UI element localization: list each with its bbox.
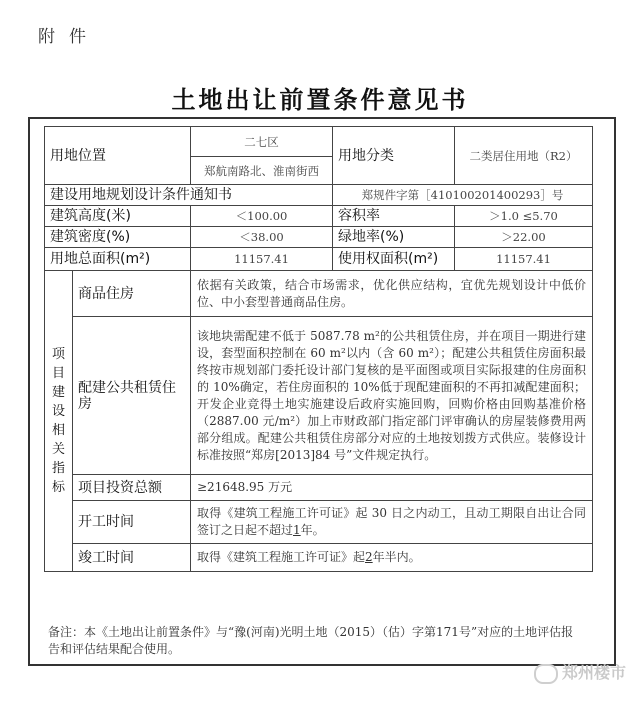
table-row bbox=[45, 544, 593, 572]
finish-text bbox=[191, 544, 593, 572]
land-class-label: 用地分类 bbox=[333, 127, 455, 185]
height-label: 建筑高度(米) bbox=[45, 206, 191, 227]
notice-label: 建设用地规划设计条件通知书 bbox=[45, 185, 333, 206]
finish-label: 竣工时间 bbox=[73, 544, 191, 572]
table-row bbox=[45, 227, 593, 248]
far-value: ＞1.0 ≤5.70 bbox=[455, 206, 593, 227]
land-class-value: 二类居住用地（R2） bbox=[455, 127, 593, 185]
density-value: ＜38.00 bbox=[191, 227, 333, 248]
finish-years: 2 bbox=[365, 550, 373, 564]
watermark-text: 郑州楼市 bbox=[561, 663, 626, 682]
use-area-value: 11157.41 bbox=[455, 248, 593, 271]
start-years: 1 bbox=[293, 523, 301, 537]
start-text-pre: 取得《建筑工程施工许可证》起 30 日之内动工，且动工期限自出让合同签订之日起不超过 bbox=[197, 506, 586, 537]
table-row bbox=[45, 248, 593, 271]
chat-bubble-icon bbox=[534, 664, 558, 684]
indicators-cell bbox=[45, 271, 73, 572]
total-area-label: 用地总面积(m²) bbox=[45, 248, 191, 271]
conditions-table bbox=[44, 126, 593, 572]
start-text-post: 年。 bbox=[300, 523, 325, 537]
watermark bbox=[534, 660, 626, 684]
green-label: 绿地率(%) bbox=[333, 227, 455, 248]
footnote: 备注：本《土地出让前置条件》与“豫(河南)光明土地（2015）（估）字第171号”对应的土地评估报告和评估结果配合使用。 bbox=[48, 625, 574, 656]
investment-value: ≥21648.95 万元 bbox=[191, 475, 593, 501]
investment-label: 项目投资总额 bbox=[73, 475, 191, 501]
notice-value: 郑规件字第［410100201400293］号 bbox=[333, 185, 593, 206]
table-row bbox=[45, 501, 593, 544]
green-value: ＞22.00 bbox=[455, 227, 593, 248]
start-label: 开工时间 bbox=[73, 501, 191, 544]
far-label: 容积率 bbox=[333, 206, 455, 227]
table-row bbox=[45, 317, 593, 475]
commercial-label: 商品住房 bbox=[73, 271, 191, 317]
document-title: 土地出让前置条件意见书 bbox=[171, 85, 469, 114]
density-label: 建筑密度(%) bbox=[45, 227, 191, 248]
table-row bbox=[45, 475, 593, 501]
rental-label: 配建公共租赁住房 bbox=[73, 317, 191, 475]
location-district: 二七区 bbox=[191, 127, 333, 157]
location-label: 用地位置 bbox=[45, 127, 191, 185]
commercial-text: 依据有关政策，结合市场需求，优化供应结构，宜优先规划设计中低价位、中小套型普通商品住房。 bbox=[191, 271, 593, 317]
finish-text-pre: 取得《建筑工程施工许可证》起 bbox=[197, 550, 366, 564]
indicators-label: 项目建设相关指标 bbox=[51, 347, 65, 495]
use-area-label: 使用权面积(m²) bbox=[333, 248, 455, 271]
table-row bbox=[45, 185, 593, 206]
attachment-label: 附件 bbox=[38, 27, 100, 47]
total-area-value: 11157.41 bbox=[191, 248, 333, 271]
height-value: ＜100.00 bbox=[191, 206, 333, 227]
start-text bbox=[191, 501, 593, 544]
table-row bbox=[45, 127, 593, 157]
table-row bbox=[45, 206, 593, 227]
rental-text: 该地块需配建不低于 5087.78 m²的公共租赁住房，并在项目一期进行建设，套型面积控制在 60 m²以内（含 60 m²）；配建公共租赁住房面积最终按市规划部门委托设计部门复核的是平面图或项目实际报建的住房面积的 10%确定，若住房面积的 10%低于现配建面积的不再扣减配建面积；开发企业竞得土地实施建设后政府实施回购，回购价格由回购基准价格（2887.00 元/m²）加上市财政部门指定部门评审确认的房屋装修费用两部分组成。配建公共租赁住房部分对应的土地按划拨方式供应。装修设计标准按照“郑房[2013]84 号”文件规定执行。 bbox=[191, 317, 593, 475]
location-road: 郑航南路北、淮南街西 bbox=[191, 157, 333, 185]
finish-text-post: 年半内。 bbox=[372, 550, 421, 564]
table-row bbox=[45, 271, 593, 317]
